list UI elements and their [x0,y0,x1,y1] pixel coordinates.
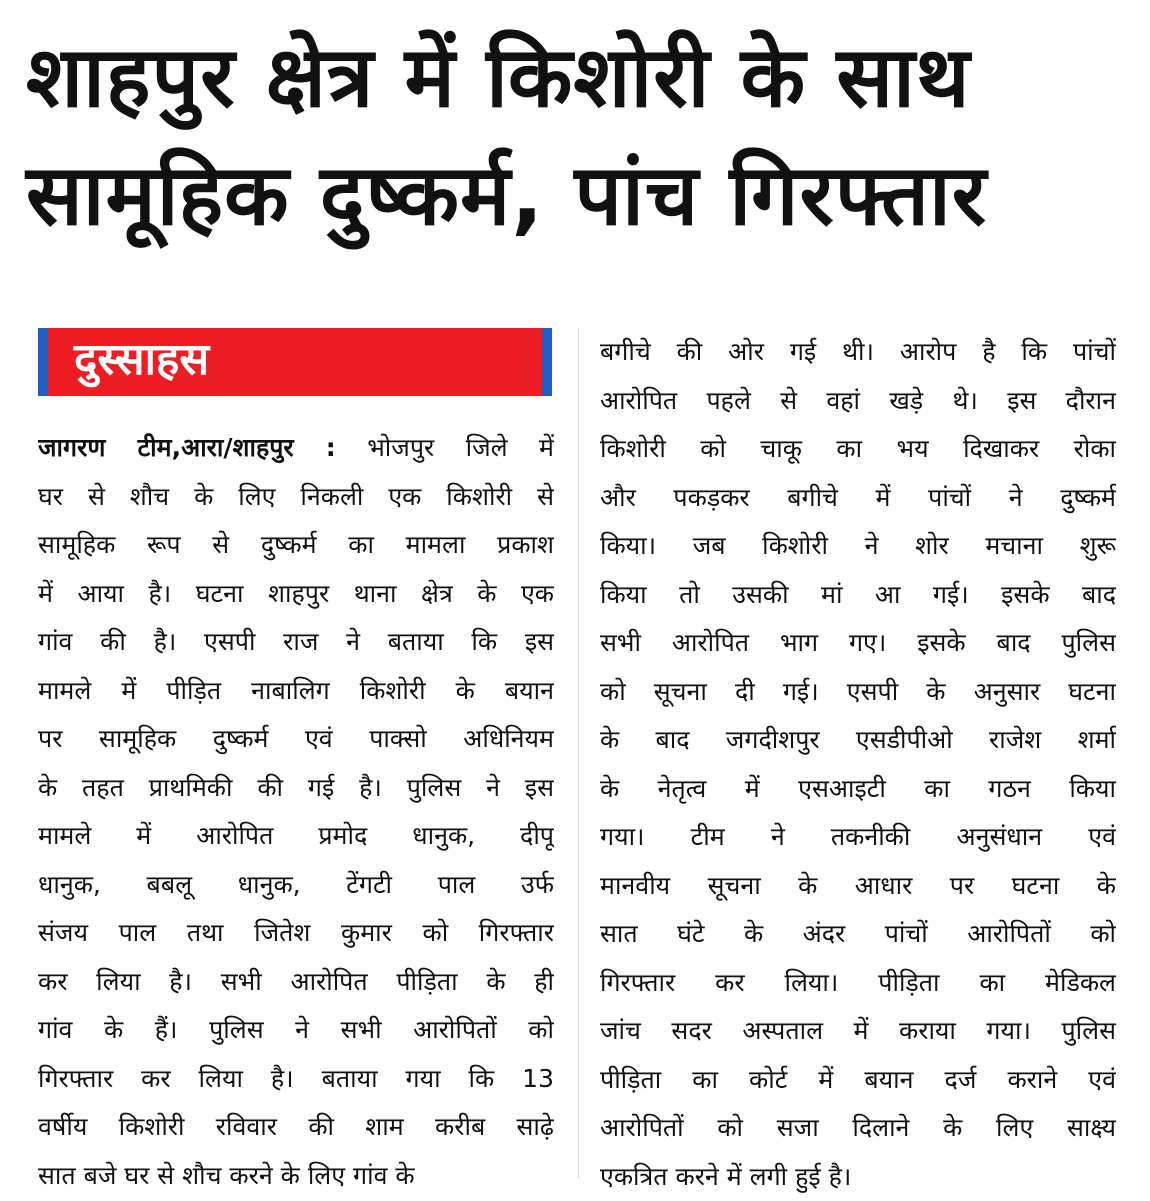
body-line: वर्षीय किशोरी रविवार की शाम करीब साढ़े [38,1103,554,1152]
body-line: को सूचना दी गई। एसपी के अनुसार घटना [600,668,1116,717]
body-line: आरोपितों को सजा दिलाने के लिए साक्ष्य [600,1104,1116,1153]
left-column [38,328,554,1200]
body-line: मामले में आरोपित प्रमोद धानुक, दीपू [38,812,554,861]
body-line: गया। टीम ने तकनीकी अनुसंधान एवं [600,813,1116,862]
body-line: एकत्रित करने में लगी हुई है। [600,1153,1116,1201]
body-line: आरोपित पहले से वहां खड़े थे। इस दौरान [600,377,1116,426]
body-line: गांव की है। एसपी राज ने बताया कि इस [38,618,554,667]
body-line: संजय पाल तथा जितेश कुमार को गिरफ्तार [38,909,554,958]
body-line: किया। जब किशोरी ने शोर मचाना शुरू [600,522,1116,571]
headline-line-2: सामूहिक दुष्कर्म, पांच गिरफ्तार [26,136,1126,254]
headline-line-1: शाहपुर क्षेत्र में किशोरी के साथ [26,18,1126,136]
body-line: कर लिया है। सभी आरोपित पीड़िता के ही [38,958,554,1007]
body-line: गांव के हैं। पुलिस ने सभी आरोपितों को [38,1006,554,1055]
right-column [600,328,1116,1201]
body-line: पीड़िता का कोर्ट में बयान दर्ज कराने एवं [600,1056,1116,1105]
body-line: सभी आरोपित भाग गए। इसके बाद पुलिस [600,619,1116,668]
body-line: सात बजे घर से शौच करने के लिए गांव के [38,1152,554,1201]
kicker-bar [38,328,552,396]
body-line: पर सामूहिक दुष्कर्म एवं पाक्सो अधिनियम [38,715,554,764]
body-line: गिरफ्तार कर लिया है। बताया गया कि 13 [38,1055,554,1104]
first-line-rest: भोजपुर जिले में [367,433,554,462]
body-line: धानुक, बबलू धानुक, टेंगटी पाल उर्फ [38,861,554,910]
body-line: किशोरी को चाकू का भय दिखाकर रोका [600,425,1116,474]
body-line: सात घंटे के अंदर पांचों आरोपितों को [600,910,1116,959]
first-line [38,424,554,473]
body-line: के तहत प्राथमिकी की गई है। पुलिस ने इस [38,764,554,813]
headline [26,18,1126,254]
body-line: में आया है। घटना शाहपुर थाना क्षेत्र के एक [38,570,554,619]
kicker-label: दुस्साहस [74,330,209,390]
body-line: सामूहिक रूप से दुष्कर्म का मामला प्रकाश [38,521,554,570]
body-line: घर से शौच के लिए निकली एक किशोरी से [38,473,554,522]
body-line: और पकड़कर बगीचे में पांचों ने दुष्कर्म [600,474,1116,523]
body-line: मानवीय सूचना के आधार पर घटना के [600,862,1116,911]
body-line: जांच सदर अस्पताल में कराया गया। पुलिस [600,1007,1116,1056]
body-line: किया तो उसकी मां आ गई। इसके बाद [600,571,1116,620]
body-line: मामले में पीड़ित नाबालिग किशोरी के बयान [38,667,554,716]
body-line: के नेतृत्व में एसआइटी का गठन किया [600,765,1116,814]
column-divider [578,328,579,1178]
body-line: गिरफ्तार कर लिया। पीड़िता का मेडिकल [600,959,1116,1008]
right-column-text [600,328,1116,1201]
left-column-text [38,424,554,1200]
body-line: के बाद जगदीशपुर एसडीपीओ राजेश शर्मा [600,716,1116,765]
body-line: बगीचे की ओर गई थी। आरोप है कि पांचों [600,328,1116,377]
dateline: जागरण टीम,आरा/शाहपुर : [38,433,336,462]
